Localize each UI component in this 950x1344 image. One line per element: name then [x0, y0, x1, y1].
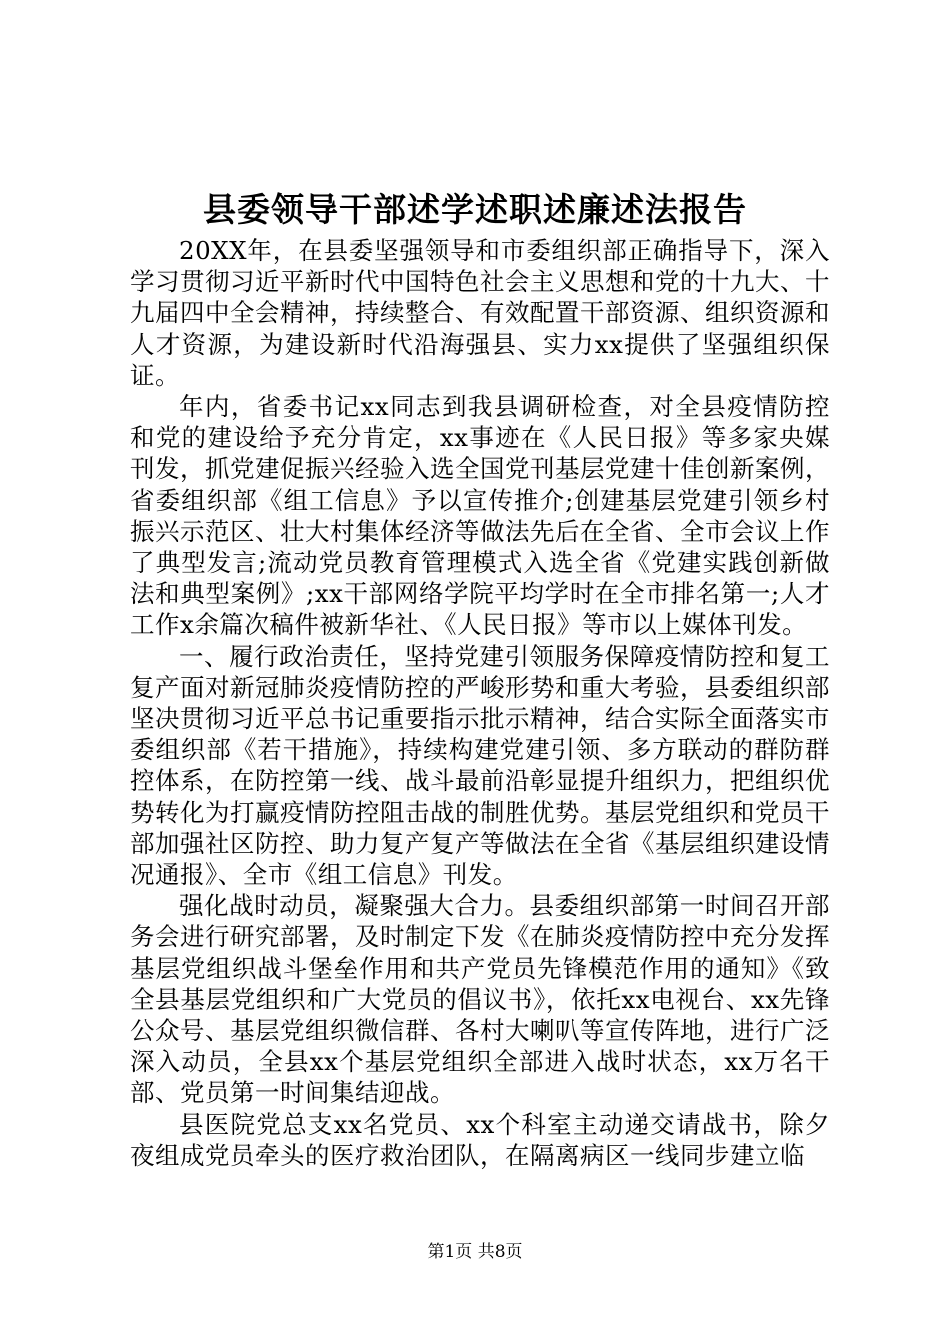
paragraph-hospital: 县医院党总支xx名党员、xx个科室主动递交请战书，除夕夜组成党员牵头的医疗救治团队，在隔离病区一线同步建立临: [130, 1109, 830, 1170]
paragraph-mobilization: 强化战时动员，凝聚强大合力。县委组织部第一时间召开部务会进行研究部署，及时制定下发《在肺炎疫情防控中充分发挥基层党组织战斗堡垒作用和共产党员先锋模范作用的通知》《致全县基层党组织和广大党员的倡议书》，依托xx电视台、xx先锋公众号、基层党组织微信群、各村大喇叭等宣传阵地，进行广泛深入动员，全县xx个基层党组织全部进入战时状态，xx万名干部、党员第一时间集结迎战。: [130, 891, 830, 1108]
page-footer: [0, 1240, 950, 1264]
document-body: [130, 235, 830, 1171]
paragraph-achievements: 年内，省委书记xx同志到我县调研检查，对全县疫情防控和党的建设给予充分肯定，xx事迹在《人民日报》等多家央媒刊发，抓党建促振兴经验入选全国党刊基层党建十佳创新案例，省委组织部《组工信息》予以宣传推介;创建基层党建引领乡村振兴示范区、壮大村集体经济等做法先后在全省、全市会议上作了典型发言;流动党员教育管理模式入选全省《党建实践创新做法和典型案例》;xx干部网络学院平均学时在全市排名第一;人才工作x余篇次稿件被新华社、《人民日报》等市以上媒体刊发。: [130, 392, 830, 640]
page-number: 第1页 共8页: [427, 1242, 523, 1262]
paragraph-section-one: 一、履行政治责任，坚持党建引领服务保障疫情防控和复工复产面对新冠肺炎疫情防控的严峻形势和重大考验，县委组织部坚决贯彻习近平总书记重要指示批示精神，结合实际全面落实市委组织部《若干措施》，持续构建党建引领、多方联动的群防群控体系，在防控第一线、战斗最前沿彰显提升组织力，把组织优势转化为打赢疫情防控阻击战的制胜优势。基层党组织和党员干部加强社区防控、助力复产复产等做法在全省《基层组织建设情况通报》、全市《组工信息》刊发。: [130, 641, 830, 890]
document-title: 县委领导干部述学述职述廉述法报告: [203, 190, 747, 229]
paragraph-intro: 20XX年，在县委坚强领导和市委组织部正确指导下，深入学习贯彻习近平新时代中国特色社会主义思想和党的十九大、十九届四中全会精神，持续整合、有效配置干部资源、组织资源和人才资源，为建设新时代沿海强县、实力xx提供了坚强组织保证。: [130, 236, 830, 390]
